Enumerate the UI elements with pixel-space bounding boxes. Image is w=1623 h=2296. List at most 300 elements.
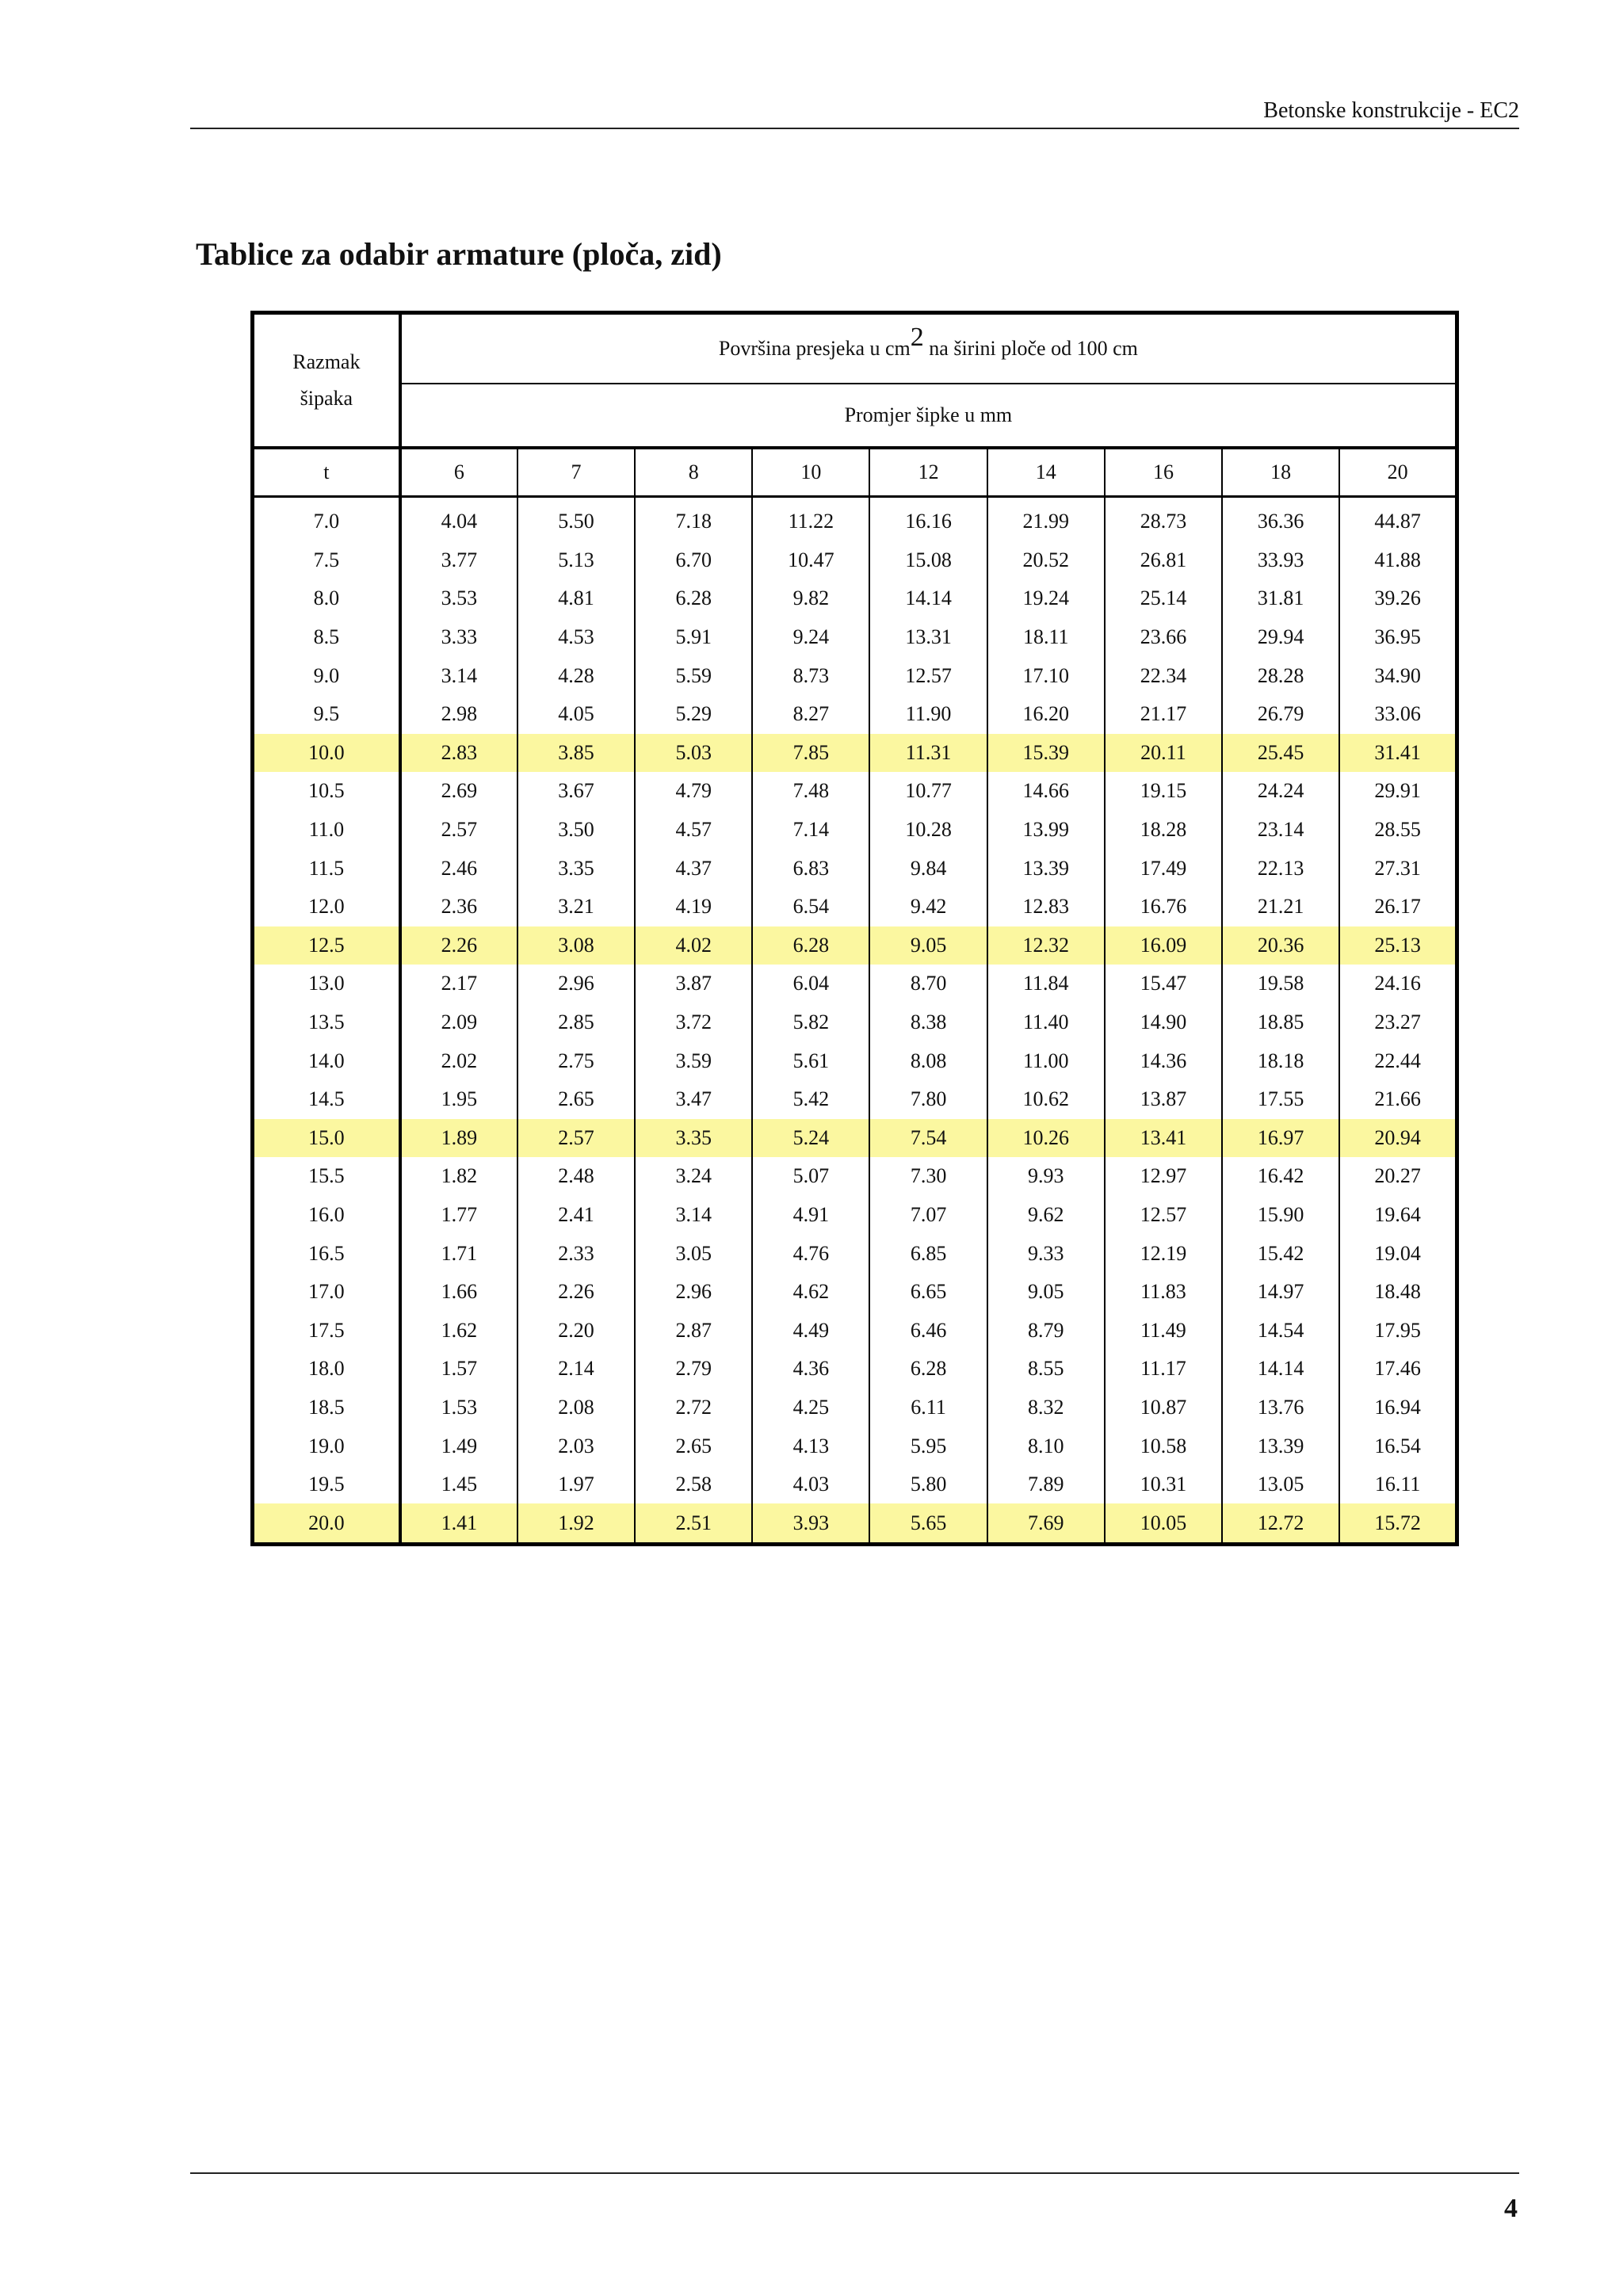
area-cell: 4.91 <box>752 1196 869 1235</box>
area-cell: 16.54 <box>1374 1434 1421 1457</box>
area-cell: 29.91 <box>1374 779 1421 803</box>
diameter-col-header: 16 <box>1105 448 1222 497</box>
area-cell: 26.81 <box>1105 541 1222 580</box>
area-cell: 4.25 <box>752 1389 869 1427</box>
area-cell: 14.54 <box>1222 1311 1339 1350</box>
area-cell: 2.09 <box>400 1003 517 1042</box>
area-cell: 13.41 <box>1105 1119 1222 1158</box>
area-cell: 12.72 <box>1222 1503 1339 1544</box>
area-cell: 9.05 <box>869 926 987 965</box>
table-row <box>253 1503 1457 1544</box>
area-cell: 5.07 <box>752 1157 869 1196</box>
area-cell: 2.14 <box>517 1350 635 1389</box>
area-cell: 3.24 <box>635 1157 752 1196</box>
table-row <box>253 1350 1457 1389</box>
area-cell: 4.05 <box>517 695 635 734</box>
area-cell: 4.36 <box>752 1350 869 1389</box>
area-cell: 5.24 <box>752 1119 869 1158</box>
table-row <box>253 1157 1457 1196</box>
area-cell: 3.14 <box>400 656 517 695</box>
area-cell: 10.28 <box>869 811 987 850</box>
area-cell: 1.57 <box>400 1350 517 1389</box>
area-cell: 6.28 <box>752 926 869 965</box>
area-cell: 10.47 <box>752 541 869 580</box>
area-cell: 17.55 <box>1222 1080 1339 1119</box>
spacing-cell: 17.0 <box>253 1273 400 1312</box>
table-row <box>253 888 1457 926</box>
area-cell: 14.90 <box>1105 1003 1222 1042</box>
area-cell: 20.11 <box>1105 734 1222 773</box>
area-cell: 18.28 <box>1105 811 1222 850</box>
area-cell: 12.97 <box>1105 1157 1222 1196</box>
area-cell: 4.62 <box>752 1273 869 1312</box>
area-cell: 8.08 <box>869 1041 987 1080</box>
area-cell: 9.33 <box>987 1234 1105 1273</box>
table-row <box>253 926 1457 965</box>
area-cell: 21.17 <box>1105 695 1222 734</box>
diameter-col-header: 6 <box>400 448 517 497</box>
table-row <box>253 1234 1457 1273</box>
area-cell: 20.36 <box>1222 926 1339 965</box>
area-cell: 28.73 <box>1105 497 1222 541</box>
area-cell: 16.11 <box>1374 1473 1421 1496</box>
spacing-cell: 13.5 <box>253 1003 400 1042</box>
spacing-cell: 9.5 <box>253 695 400 734</box>
area-cell: 6.70 <box>635 541 752 580</box>
spacing-cell: 7.0 <box>253 497 400 541</box>
table-row <box>253 497 1457 541</box>
area-cell: 41.88 <box>1374 548 1421 571</box>
area-cell: 7.85 <box>752 734 869 773</box>
area-cell: 1.62 <box>400 1311 517 1350</box>
diameter-header: Promjer šipke u mm <box>400 384 1457 448</box>
area-cell: 3.59 <box>635 1041 752 1080</box>
table-row <box>253 541 1457 580</box>
area-cell: 6.54 <box>752 888 869 926</box>
area-cell: 5.13 <box>517 541 635 580</box>
area-cell: 21.99 <box>987 497 1105 541</box>
area-cell: 3.77 <box>400 541 517 580</box>
area-cell: 4.04 <box>400 497 517 541</box>
area-cell: 7.89 <box>987 1465 1105 1504</box>
area-cell: 4.49 <box>752 1311 869 1350</box>
area-cell: 11.49 <box>1105 1311 1222 1350</box>
area-cell: 17.49 <box>1105 849 1222 888</box>
area-cell: 8.27 <box>752 695 869 734</box>
area-cell: 28.28 <box>1222 656 1339 695</box>
area-cell: 3.87 <box>635 965 752 1003</box>
area-cell: 16.09 <box>1105 926 1222 965</box>
area-cell: 4.02 <box>635 926 752 965</box>
area-cell: 2.65 <box>635 1427 752 1465</box>
area-cell: 4.19 <box>635 888 752 926</box>
spacing-cell: 14.5 <box>253 1080 400 1119</box>
area-cell: 17.95 <box>1374 1318 1421 1342</box>
area-cell: 3.93 <box>752 1503 869 1544</box>
table-body <box>253 497 1457 1545</box>
spacing-cell: 19.5 <box>253 1465 400 1504</box>
spacing-cell: 18.0 <box>253 1350 400 1389</box>
spacing-cell: 9.0 <box>253 656 400 695</box>
area-cell: 4.53 <box>517 618 635 657</box>
area-cell: 4.81 <box>517 579 635 618</box>
area-header <box>400 313 1457 384</box>
table-row <box>253 811 1457 850</box>
area-cell: 2.75 <box>517 1041 635 1080</box>
area-cell: 3.05 <box>635 1234 752 1273</box>
running-header: Betonske konstrukcije - EC2 <box>1263 98 1519 123</box>
table-row <box>253 656 1457 695</box>
area-cell: 9.82 <box>752 579 869 618</box>
diameter-col-header: 20 <box>1339 448 1457 497</box>
area-cell: 2.58 <box>635 1465 752 1504</box>
area-cell: 3.47 <box>635 1080 752 1119</box>
area-cell: 22.44 <box>1374 1049 1421 1072</box>
area-cell: 2.57 <box>400 811 517 850</box>
area-cell: 10.05 <box>1105 1503 1222 1544</box>
area-cell: 7.07 <box>869 1196 987 1235</box>
area-cell: 15.90 <box>1222 1196 1339 1235</box>
area-cell: 8.10 <box>987 1427 1105 1465</box>
spacing-header-line2: šipaka <box>300 387 353 410</box>
area-cell: 16.16 <box>869 497 987 541</box>
area-cell: 5.29 <box>635 695 752 734</box>
area-cell: 34.90 <box>1374 663 1421 687</box>
area-cell: 4.37 <box>635 849 752 888</box>
area-cell: 5.95 <box>869 1427 987 1465</box>
area-cell: 2.72 <box>635 1389 752 1427</box>
area-cell: 8.79 <box>987 1311 1105 1350</box>
area-cell: 14.14 <box>869 579 987 618</box>
area-cell: 14.97 <box>1222 1273 1339 1312</box>
area-cell: 2.33 <box>517 1234 635 1273</box>
diameter-col-header: 18 <box>1222 448 1339 497</box>
area-cell: 13.39 <box>987 849 1105 888</box>
table-row <box>253 1196 1457 1235</box>
area-cell: 2.46 <box>400 849 517 888</box>
area-cell: 2.17 <box>400 965 517 1003</box>
area-cell: 6.65 <box>869 1273 987 1312</box>
area-cell: 11.40 <box>987 1003 1105 1042</box>
area-cell: 5.80 <box>869 1465 987 1504</box>
spacing-cell: 17.5 <box>253 1311 400 1350</box>
area-cell: 13.05 <box>1222 1465 1339 1504</box>
area-cell: 1.45 <box>400 1465 517 1504</box>
area-cell: 1.97 <box>517 1465 635 1504</box>
area-cell: 12.19 <box>1105 1234 1222 1273</box>
area-cell: 9.93 <box>987 1157 1105 1196</box>
spacing-cell: 18.5 <box>253 1389 400 1427</box>
area-cell: 23.66 <box>1105 618 1222 657</box>
area-cell: 44.87 <box>1374 510 1421 533</box>
area-cell: 5.82 <box>752 1003 869 1042</box>
area-cell: 11.90 <box>869 695 987 734</box>
area-cell: 2.69 <box>400 772 517 811</box>
area-cell: 24.24 <box>1222 772 1339 811</box>
area-cell: 9.42 <box>869 888 987 926</box>
area-cell: 15.47 <box>1105 965 1222 1003</box>
page-number: 4 <box>1504 2194 1518 2223</box>
area-cell: 4.13 <box>752 1427 869 1465</box>
area-cell: 10.26 <box>987 1119 1105 1158</box>
area-cell: 2.87 <box>635 1311 752 1350</box>
area-cell: 4.57 <box>635 811 752 850</box>
area-cell: 16.42 <box>1222 1157 1339 1196</box>
table-row <box>253 1465 1457 1504</box>
area-cell: 11.00 <box>987 1041 1105 1080</box>
area-cell: 2.41 <box>517 1196 635 1235</box>
area-cell: 1.49 <box>400 1427 517 1465</box>
table-row <box>253 1041 1457 1080</box>
area-cell: 18.85 <box>1222 1003 1339 1042</box>
area-cell: 3.67 <box>517 772 635 811</box>
spacing-cell: 19.0 <box>253 1427 400 1465</box>
area-cell: 4.03 <box>752 1465 869 1504</box>
area-cell: 2.20 <box>517 1311 635 1350</box>
spacing-symbol: t <box>253 448 400 497</box>
area-cell: 7.18 <box>635 497 752 541</box>
area-cell: 10.77 <box>869 772 987 811</box>
area-cell: 7.14 <box>752 811 869 850</box>
spacing-cell: 11.0 <box>253 811 400 850</box>
diameter-col-header: 8 <box>635 448 752 497</box>
area-cell: 1.53 <box>400 1389 517 1427</box>
table-row <box>253 849 1457 888</box>
area-cell: 13.39 <box>1222 1427 1339 1465</box>
area-cell: 8.73 <box>752 656 869 695</box>
area-cell: 13.31 <box>869 618 987 657</box>
spacing-cell: 15.5 <box>253 1157 400 1196</box>
area-cell: 1.77 <box>400 1196 517 1235</box>
area-cell: 10.62 <box>987 1080 1105 1119</box>
area-cell: 3.35 <box>517 849 635 888</box>
area-cell: 17.46 <box>1374 1357 1421 1381</box>
area-cell: 12.83 <box>987 888 1105 926</box>
area-cell: 8.55 <box>987 1350 1105 1389</box>
area-cell: 15.72 <box>1339 1503 1457 1544</box>
diameter-col-header: 10 <box>752 448 869 497</box>
area-cell: 2.26 <box>517 1273 635 1312</box>
area-cell: 3.50 <box>517 811 635 850</box>
area-cell: 31.81 <box>1222 579 1339 618</box>
area-cell: 19.58 <box>1222 965 1339 1003</box>
area-cell: 7.30 <box>869 1157 987 1196</box>
area-cell: 16.76 <box>1105 888 1222 926</box>
area-cell: 2.08 <box>517 1389 635 1427</box>
area-cell: 22.13 <box>1222 849 1339 888</box>
spacing-cell: 13.0 <box>253 965 400 1003</box>
area-cell: 10.87 <box>1105 1389 1222 1427</box>
area-cell: 23.27 <box>1374 1010 1421 1034</box>
area-cell: 5.91 <box>635 618 752 657</box>
area-cell: 1.66 <box>400 1273 517 1312</box>
area-cell: 2.85 <box>517 1003 635 1042</box>
area-cell: 25.14 <box>1105 579 1222 618</box>
area-cell: 21.66 <box>1374 1087 1421 1111</box>
area-cell: 7.69 <box>987 1503 1105 1544</box>
spacing-cell: 12.5 <box>253 926 400 965</box>
area-cell: 20.27 <box>1374 1164 1421 1188</box>
area-cell: 25.13 <box>1339 926 1457 965</box>
spacing-cell: 10.5 <box>253 772 400 811</box>
table-row <box>253 772 1457 811</box>
area-cell: 19.64 <box>1374 1202 1421 1226</box>
diameter-row <box>253 448 1457 497</box>
table-row <box>253 1003 1457 1042</box>
area-cell: 6.04 <box>752 965 869 1003</box>
area-cell: 3.33 <box>400 618 517 657</box>
area-cell: 2.51 <box>635 1503 752 1544</box>
area-cell: 25.45 <box>1222 734 1339 773</box>
area-cell: 1.92 <box>517 1503 635 1544</box>
area-cell: 16.97 <box>1222 1119 1339 1158</box>
reinforcement-table-wrap <box>250 311 1459 1546</box>
area-cell: 15.39 <box>987 734 1105 773</box>
area-cell: 2.98 <box>400 695 517 734</box>
area-cell: 12.32 <box>987 926 1105 965</box>
area-cell: 36.36 <box>1222 497 1339 541</box>
area-cell: 11.31 <box>869 734 987 773</box>
area-cell: 39.26 <box>1374 586 1421 610</box>
diameter-col-header: 12 <box>869 448 987 497</box>
area-cell: 7.48 <box>752 772 869 811</box>
area-cell: 7.80 <box>869 1080 987 1119</box>
area-cell: 11.83 <box>1105 1273 1222 1312</box>
area-cell: 2.36 <box>400 888 517 926</box>
page-title: Tablice za odabir armature (ploča, zid) <box>196 236 722 272</box>
area-cell: 6.46 <box>869 1311 987 1350</box>
spacing-header <box>253 313 400 449</box>
area-cell: 4.79 <box>635 772 752 811</box>
area-cell: 3.72 <box>635 1003 752 1042</box>
area-cell: 5.65 <box>869 1503 987 1544</box>
area-cell: 8.32 <box>987 1389 1105 1427</box>
area-cell: 19.04 <box>1374 1241 1421 1265</box>
area-cell: 2.03 <box>517 1427 635 1465</box>
area-cell: 8.70 <box>869 965 987 1003</box>
area-cell: 14.14 <box>1222 1350 1339 1389</box>
area-cell: 2.48 <box>517 1157 635 1196</box>
table-row <box>253 965 1457 1003</box>
table-row <box>253 579 1457 618</box>
area-cell: 2.83 <box>400 734 517 773</box>
area-cell: 14.66 <box>987 772 1105 811</box>
area-cell: 18.48 <box>1374 1280 1421 1304</box>
table-row <box>253 618 1457 657</box>
area-cell: 3.08 <box>517 926 635 965</box>
area-cell: 29.94 <box>1222 618 1339 657</box>
area-cell: 1.89 <box>400 1119 517 1158</box>
area-cell: 1.95 <box>400 1080 517 1119</box>
area-cell: 6.28 <box>869 1350 987 1389</box>
spacing-cell: 12.0 <box>253 888 400 926</box>
area-cell: 18.11 <box>987 618 1105 657</box>
area-cell: 31.41 <box>1339 734 1457 773</box>
area-cell: 4.76 <box>752 1234 869 1273</box>
spacing-cell: 8.5 <box>253 618 400 657</box>
spacing-cell: 8.0 <box>253 579 400 618</box>
reinforcement-table <box>250 311 1459 1546</box>
area-cell: 24.16 <box>1374 972 1421 995</box>
area-cell: 16.94 <box>1374 1395 1421 1419</box>
area-cell: 27.31 <box>1374 856 1421 880</box>
area-cell: 6.11 <box>869 1389 987 1427</box>
area-cell: 21.21 <box>1222 888 1339 926</box>
area-cell: 22.34 <box>1105 656 1222 695</box>
area-cell: 10.31 <box>1105 1465 1222 1504</box>
spacing-header-line1: Razmak <box>292 350 361 373</box>
area-cell: 36.95 <box>1374 625 1421 649</box>
spacing-cell: 14.0 <box>253 1041 400 1080</box>
area-cell: 20.94 <box>1339 1119 1457 1158</box>
table-row <box>253 734 1457 773</box>
area-cell: 11.17 <box>1105 1350 1222 1389</box>
area-cell: 9.05 <box>987 1273 1105 1312</box>
area-cell: 17.10 <box>987 656 1105 695</box>
area-cell: 3.14 <box>635 1196 752 1235</box>
area-cell: 10.58 <box>1105 1427 1222 1465</box>
area-cell: 5.50 <box>517 497 635 541</box>
table-row <box>253 1427 1457 1465</box>
header-rule <box>190 128 1519 129</box>
area-cell: 6.83 <box>752 849 869 888</box>
area-cell: 6.85 <box>869 1234 987 1273</box>
spacing-cell: 16.0 <box>253 1196 400 1235</box>
diameter-col-header: 7 <box>517 448 635 497</box>
area-cell: 2.79 <box>635 1350 752 1389</box>
area-cell: 11.84 <box>987 965 1105 1003</box>
area-cell: 9.84 <box>869 849 987 888</box>
spacing-cell: 10.0 <box>253 734 400 773</box>
area-cell: 13.99 <box>987 811 1105 850</box>
area-header-superscript: 2 <box>910 323 924 353</box>
table-row <box>253 695 1457 734</box>
area-cell: 26.17 <box>1374 895 1421 919</box>
area-cell: 3.53 <box>400 579 517 618</box>
footer-rule <box>190 2172 1519 2174</box>
area-cell: 16.20 <box>987 695 1105 734</box>
area-cell: 14.36 <box>1105 1041 1222 1080</box>
area-cell: 4.28 <box>517 656 635 695</box>
area-cell: 26.79 <box>1222 695 1339 734</box>
area-cell: 9.62 <box>987 1196 1105 1235</box>
area-cell: 33.06 <box>1374 702 1421 726</box>
area-cell: 18.18 <box>1222 1041 1339 1080</box>
area-cell: 1.71 <box>400 1234 517 1273</box>
area-cell: 12.57 <box>1105 1196 1222 1235</box>
area-cell: 12.57 <box>869 656 987 695</box>
area-cell: 6.28 <box>635 579 752 618</box>
spacing-cell: 16.5 <box>253 1234 400 1273</box>
area-cell: 5.42 <box>752 1080 869 1119</box>
spacing-cell: 11.5 <box>253 849 400 888</box>
area-cell: 1.41 <box>400 1503 517 1544</box>
area-cell: 23.14 <box>1222 811 1339 850</box>
spacing-cell: 15.0 <box>253 1119 400 1158</box>
area-cell: 15.08 <box>869 541 987 580</box>
area-cell: 8.38 <box>869 1003 987 1042</box>
area-cell: 2.57 <box>517 1119 635 1158</box>
area-header-text: Površina presjeka u cm <box>718 337 911 360</box>
area-cell: 5.59 <box>635 656 752 695</box>
area-cell: 2.96 <box>635 1273 752 1312</box>
area-cell: 3.85 <box>517 734 635 773</box>
area-cell: 19.15 <box>1105 772 1222 811</box>
table-row <box>253 1311 1457 1350</box>
area-cell: 2.96 <box>517 965 635 1003</box>
table-row <box>253 1080 1457 1119</box>
area-cell: 3.35 <box>635 1119 752 1158</box>
